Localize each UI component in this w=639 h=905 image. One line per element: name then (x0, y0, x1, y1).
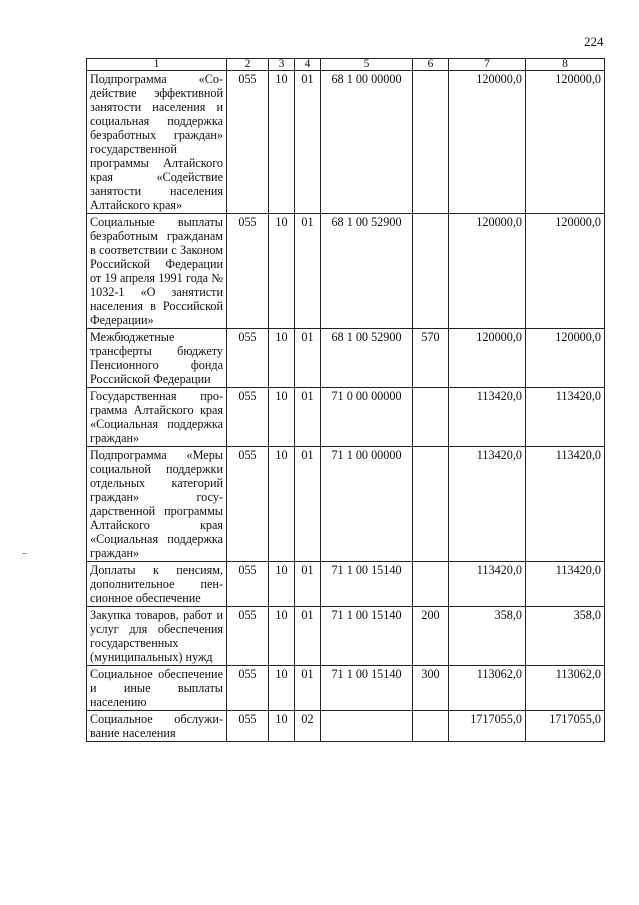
subsection-code-cell: 01 (295, 329, 321, 388)
amount-cell: 120000,0 (526, 329, 605, 388)
ministry-code-cell: 055 (227, 329, 269, 388)
amount-cell: 120000,0 (449, 71, 526, 214)
subsection-code-cell: 01 (295, 388, 321, 447)
amount-cell: 120000,0 (449, 214, 526, 329)
table-row (87, 71, 605, 214)
amount-cell: 1717055,0 (526, 711, 605, 742)
section-code-cell: 10 (269, 562, 295, 607)
table-row (87, 666, 605, 711)
section-code-cell: 10 (269, 607, 295, 666)
table-row (87, 711, 605, 742)
row-name-cell: Доплаты к пенсиям, дополнительное пенсионное обеспечение (87, 562, 227, 607)
row-name-cell: Социальное обслуживание населения (87, 711, 227, 742)
target-code-cell (321, 711, 413, 742)
expense-type-cell (413, 711, 449, 742)
target-code-cell: 71 1 00 15140 (321, 562, 413, 607)
section-code-cell: 10 (269, 214, 295, 329)
section-code-cell: 10 (269, 711, 295, 742)
target-code-cell: 71 1 00 15140 (321, 666, 413, 711)
amount-cell: 113420,0 (449, 447, 526, 562)
amount-cell: 113420,0 (526, 447, 605, 562)
amount-cell: 113062,0 (449, 666, 526, 711)
amount-cell: 113420,0 (449, 388, 526, 447)
scan-mark (22, 553, 27, 554)
row-name-cell: Социальное обеспечение и иные выплаты населению (87, 666, 227, 711)
section-code-cell: 10 (269, 329, 295, 388)
ministry-code-cell: 055 (227, 711, 269, 742)
row-name-cell: Закупка товаров, работ и услуг для обеспечения государственных (муниципальных) нужд (87, 607, 227, 666)
ministry-code-cell: 055 (227, 388, 269, 447)
table-row (87, 562, 605, 607)
expense-type-cell (413, 214, 449, 329)
subsection-code-cell: 01 (295, 562, 321, 607)
subsection-code-cell: 01 (295, 214, 321, 329)
ministry-code-cell: 055 (227, 214, 269, 329)
row-name-cell: Государственная программа Алтайского края «Социальная поддержка граждан» (87, 388, 227, 447)
expense-type-cell (413, 388, 449, 447)
amount-cell: 113062,0 (526, 666, 605, 711)
target-code-cell: 71 1 00 15140 (321, 607, 413, 666)
column-header: 5 (321, 59, 413, 71)
target-code-cell: 68 1 00 52900 (321, 329, 413, 388)
column-header: 2 (227, 59, 269, 71)
amount-cell: 1717055,0 (449, 711, 526, 742)
column-header: 7 (449, 59, 526, 71)
section-code-cell: 10 (269, 388, 295, 447)
page-number: 224 (584, 34, 604, 49)
section-code-cell: 10 (269, 447, 295, 562)
ministry-code-cell: 055 (227, 71, 269, 214)
expense-type-cell: 200 (413, 607, 449, 666)
column-header: 1 (87, 59, 227, 71)
ministry-code-cell: 055 (227, 447, 269, 562)
amount-cell: 113420,0 (526, 562, 605, 607)
section-code-cell: 10 (269, 666, 295, 711)
table-row (87, 388, 605, 447)
ministry-code-cell: 055 (227, 607, 269, 666)
table-row (87, 607, 605, 666)
amount-cell: 120000,0 (449, 329, 526, 388)
table-row (87, 447, 605, 562)
row-name-cell: Межбюджетные трансферты бюджету Пенсионного фонда Российской Федерации (87, 329, 227, 388)
amount-cell: 113420,0 (449, 562, 526, 607)
target-code-cell: 68 1 00 52900 (321, 214, 413, 329)
row-name-cell: Подпрограмма «Меры социальной поддержки отдельных категорий граждан» государственной программы Алтайского края «Социальная поддержка граждан» (87, 447, 227, 562)
subsection-code-cell: 01 (295, 447, 321, 562)
subsection-code-cell: 01 (295, 666, 321, 711)
table-row (87, 214, 605, 329)
row-name-cell: Подпрограмма «Содействие эффективной занятости населения и социальная поддержка безработных граждан» государственной программы Алтайского края «Содействие занятости населения Алтайского края» (87, 71, 227, 214)
section-code-cell: 10 (269, 71, 295, 214)
amount-cell: 358,0 (526, 607, 605, 666)
target-code-cell: 68 1 00 00000 (321, 71, 413, 214)
expense-type-cell (413, 71, 449, 214)
subsection-code-cell: 01 (295, 71, 321, 214)
expense-type-cell: 570 (413, 329, 449, 388)
ministry-code-cell: 055 (227, 666, 269, 711)
column-header: 6 (413, 59, 449, 71)
budget-table (86, 58, 605, 742)
column-header: 3 (269, 59, 295, 71)
subsection-code-cell: 01 (295, 607, 321, 666)
target-code-cell: 71 1 00 00000 (321, 447, 413, 562)
subsection-code-cell: 02 (295, 711, 321, 742)
amount-cell: 358,0 (449, 607, 526, 666)
expense-type-cell (413, 562, 449, 607)
ministry-code-cell: 055 (227, 562, 269, 607)
row-name-cell: Социальные выплаты безработным гражданам в соответствии с Законом Российской Федерации от 19 апреля 1991 года № 1032-1 «О занятисти населения в Российской Федерации» (87, 214, 227, 329)
amount-cell: 113420,0 (526, 388, 605, 447)
header-row (87, 59, 605, 71)
target-code-cell: 71 0 00 00000 (321, 388, 413, 447)
amount-cell: 120000,0 (526, 71, 605, 214)
amount-cell: 120000,0 (526, 214, 605, 329)
expense-type-cell: 300 (413, 666, 449, 711)
expense-type-cell (413, 447, 449, 562)
column-header: 8 (526, 59, 605, 71)
table-row (87, 329, 605, 388)
column-header: 4 (295, 59, 321, 71)
